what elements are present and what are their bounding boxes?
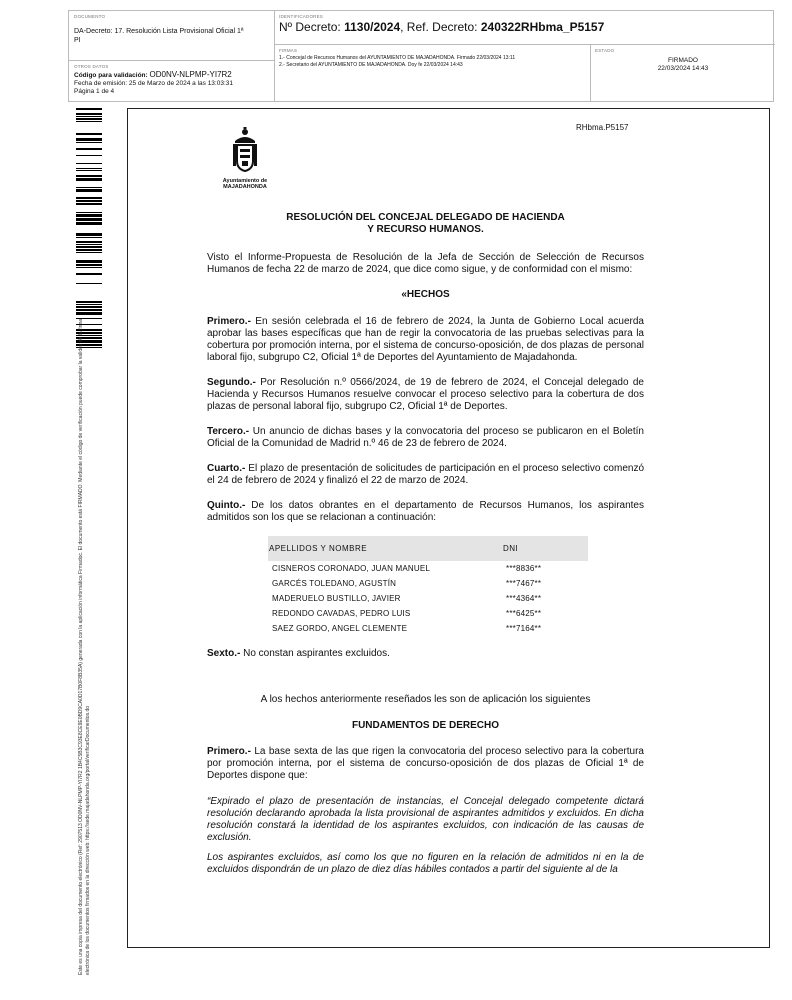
quote-paragraph-2: Los aspirantes excluidos, así como los que no figuren en la relación de admitidos ni en la de excluidos dispondrán de un plazo de diez días hábiles contados a partir del siguiente al de la <box>207 852 644 875</box>
codigo-line <box>74 71 269 80</box>
table-header-row <box>268 536 588 561</box>
ref-number: 240322RHbma_P5157 <box>480 20 605 34</box>
table-row <box>268 561 588 576</box>
title-line-1: RESOLUCIÓN DEL CONCEJAL DELEGADO DE HACIENDA <box>286 212 565 223</box>
fundamento-primero-label: Primero.- <box>207 746 251 757</box>
table-row <box>268 591 588 606</box>
decreto-line <box>279 20 771 34</box>
document-header <box>68 10 774 102</box>
municipal-logo <box>210 127 280 190</box>
estado-fecha: 22/03/2024 14:43 <box>657 65 709 72</box>
hecho-sexto-label: Sexto.- <box>207 648 241 659</box>
firmas-caption: FIRMAS <box>279 48 298 53</box>
hecho-primero-label: Primero.- <box>207 316 251 327</box>
candidate-dni: ***7164** <box>506 623 542 633</box>
hecho-tercero <box>207 426 644 450</box>
hecho-segundo-text: Por Resolución n.º 0566/2024, de 19 de febrero de 2024, el Concejal delegado de Hacienda y Recursos Humanos resuelve convocar el proceso selectivo para la cobertura de dos plazas de personal laboral fijo, subgrupo C2, Oficial 1ª de Deportes. <box>207 377 644 412</box>
firmas-cell <box>275 45 591 101</box>
otros-caption: OTROS DATOS <box>74 64 109 69</box>
admitted-candidates-table <box>268 536 588 636</box>
hecho-segundo-label: Segundo.- <box>207 377 256 388</box>
table-row <box>268 576 588 591</box>
quote-paragraph-1: “Expirado el plazo de presentación de instancias, el Concejal delegado competente dictará resolución declarando aprobada la lista provisional de aspirantes admitidos y excluidos. En dicha resolución constará la identidad de los aspirantes excluidos, con indicación de las causas de exclusión. <box>207 796 644 843</box>
codigo-value: OD0NV-NLPMP-YI7R2 <box>149 70 232 79</box>
intro-paragraph: Visto el Informe-Propuesta de Resolución de la Jefa de Sección de Selección de Recursos Humanos de fecha 22 de marzo de 2024, que dice como sigue, y de conformidad con el mismo: <box>207 252 644 275</box>
title-line-2: Y RECURSO HUMANOS. <box>367 224 484 235</box>
candidate-name: SAEZ GORDO, ANGEL CLEMENTE <box>272 623 408 633</box>
table-row <box>268 621 588 636</box>
logo-text-1: Ayuntamiento de <box>222 178 268 184</box>
verification-side-text: Este es una copia impresa del documento electrónico (Ref: 2907513 OD0NV-NLPMP-YI7R2 1B4C5B3C93E8CE9E0BD9CA0D17B0F8B35A) generada con la aplicación informática Firmadoc. El documento está FIRMADO. Mediante el código de verificación puede comprobar la validez de la firma electrónica de los documentos firmados en la dirección web: https://sede.majadahonda.org/portal/verificarDocumentos.do <box>78 318 91 975</box>
hecho-quinto <box>207 500 644 524</box>
coat-of-arms-icon <box>225 127 265 173</box>
hecho-quinto-label: Quinto.- <box>207 500 246 511</box>
fundamentos-heading: FUNDAMENTOS DE DERECHO <box>351 720 500 731</box>
fundamento-primero <box>207 746 644 782</box>
hecho-primero <box>207 316 644 364</box>
firma-1: 1.- Concejal de Recursos Humanos del AYUNTAMIENTO DE MAJADAHONDA. Firmado 22/03/2024 13:11 <box>279 55 516 61</box>
document-ref: RHbma.P5157 <box>576 123 629 132</box>
firma-2: 2.- Secretario del AYUNTAMIENTO DE MAJADAHONDA. Doy fe 22/03/2024 14:43 <box>279 62 463 68</box>
hecho-cuarto-text: El plazo de presentación de solicitudes de participación en el proceso selectivo comenzó el 24 de febrero de 2024 y finalizó el 22 de marzo de 2024. <box>207 463 644 486</box>
barcode <box>76 108 102 348</box>
hecho-tercero-label: Tercero.- <box>207 426 250 437</box>
candidate-name: REDONDO CAVADAS, PEDRO LUIS <box>272 608 411 618</box>
ref-prefix: , Ref. Decreto: <box>400 20 478 34</box>
hecho-sexto-text: No constan aspirantes excluidos. <box>240 648 390 659</box>
resolution-title <box>207 212 644 236</box>
col-header-dni: DNI <box>502 536 588 561</box>
documento-caption: DOCUMENTO <box>74 14 106 19</box>
decreto-prefix: Nº Decreto: <box>279 20 341 34</box>
candidate-name: MADERUELO BUSTILLO, JAVIER <box>272 593 401 603</box>
col-header-name: APELLIDOS Y NOMBRE <box>268 536 502 561</box>
hecho-segundo <box>207 377 644 413</box>
fecha-emision: Fecha de emisión: 25 de Marzo de 2024 a las 13:03:31 <box>74 80 233 87</box>
candidate-dni: ***6425** <box>506 608 542 618</box>
hecho-cuarto <box>207 463 644 487</box>
fundamento-primero-text: La base sexta de las que rigen la convocatoria del proceso selectivo para la cobertura por promoción interna, por el sistema de concurso-oposición de dos plazas de Oficial 1ª de Deportes dispone que: <box>207 746 644 781</box>
otros-datos-cell <box>69 61 275 101</box>
hecho-primero-text: En sesión celebrada el 16 de febrero de 2024, la Junta de Gobierno Local acuerda aprobar las bases específicas que han de regir la convocatoria de las pruebas selectivas para la cobertura por promoción interna, por el sistema de concurso-oposición, de dos plazas de personal laboral fijo, subgrupo C2, Oficial 1ª de Deportes del Ayuntamiento de Majadahonda. <box>207 316 644 363</box>
candidate-dni: ***7467** <box>506 578 542 588</box>
estado-caption: ESTADO <box>595 48 615 53</box>
hecho-sexto <box>207 648 644 660</box>
candidate-dni: ***8836** <box>506 563 542 573</box>
documento-value: DA-Decreto: 17. Resolución Lista Provisional Oficial 1ª PI <box>74 28 244 44</box>
aplicacion-line: A los hechos anteriormente reseñados les son de aplicación los siguientes <box>260 694 591 705</box>
pagina: Página 1 de 4 <box>74 88 115 95</box>
estado-cell <box>591 45 775 101</box>
codigo-label: Código para validación: <box>74 72 148 79</box>
estado-value: FIRMADO <box>668 57 698 64</box>
hecho-cuarto-label: Cuarto.- <box>207 463 246 474</box>
table-row <box>268 606 588 621</box>
hecho-quinto-text: De los datos obrantes en el departamento de Recursos Humanos, los aspirantes admitidos son los que se relacionan a continuación: <box>207 500 644 523</box>
identificadores-caption: IDENTIFICADORES <box>279 14 324 19</box>
candidate-dni: ***4364** <box>506 593 542 603</box>
hechos-heading: «HECHOS <box>401 289 450 300</box>
hecho-tercero-text: Un anuncio de dichas bases y la convocatoria del proceso se publicaron en el Boletín Oficial de la Comunidad de Madrid n.º 46 de 23 de febrero de 2024. <box>207 426 644 449</box>
candidate-name: GARCÉS TOLEDANO, AGUSTÍN <box>272 578 397 588</box>
documento-cell <box>69 11 275 61</box>
decreto-number: 1130/2024 <box>344 20 401 34</box>
document-body <box>207 212 644 889</box>
identificadores-cell <box>275 11 775 45</box>
candidate-name: CISNEROS CORONADO, JUAN MANUEL <box>272 563 431 573</box>
logo-text-2: MAJADAHONDA <box>223 184 267 190</box>
